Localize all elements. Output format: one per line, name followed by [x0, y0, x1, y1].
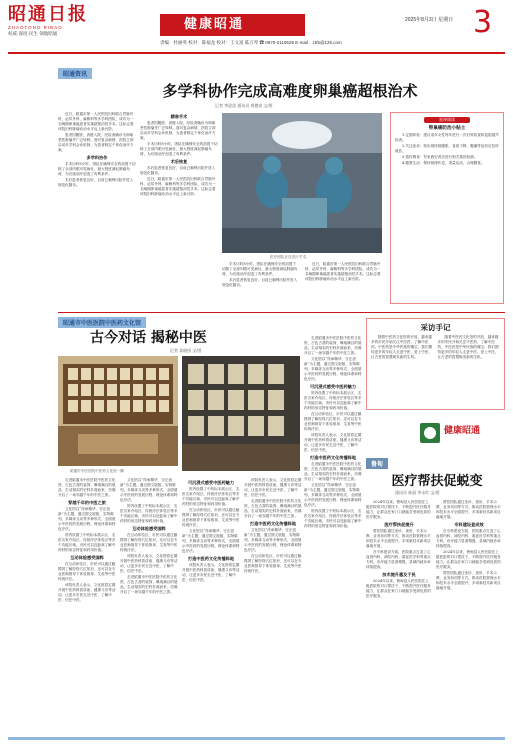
- article1-subhead: 多学科协作: [86, 155, 108, 160]
- sidebar-item: 2.关注症状：如出现持续腹胀、食欲下降、腹痛等症状应及时就医。: [395, 144, 499, 153]
- article1-paragraph: 手术历时8小时，团队在确保安全的前提下切除了全部肉眼可见病灶，最大程度减轻肿瘤负荷，为后续治疗创造了有利条件。: [58, 162, 136, 176]
- museum-photo: [58, 356, 178, 466]
- article2-subhead: 打造中医药文化传播阵地: [187, 556, 235, 561]
- article2-paragraph: 在互动体验区，市民可以通过触摸屏了解经络穴位知识，还可以在专业医师指导下体验推拿、艾灸等中医传统疗法。: [244, 554, 302, 573]
- article2-paragraph: 文化馆以“传承精华、守正创新”为主题，通过图文展板、实物陈列、多媒体互动等多种形式，全面展示中医药的发展历程、理论体系和特色疗法。: [182, 529, 240, 553]
- article2-paragraph: 馆内设置了中药标本展示区、名医名家介绍区、传统疗法体验区等多个功能区域，市民可以近距离了解中药材的形态特征和药用价值。: [58, 533, 116, 552]
- article1-paragraph: 患者因腹胀、消瘦入院，经检查确诊为卵巢恶性肿瘤并广泛转移。面对复杂病情，医院立即启动多学科会诊机制，为患者制定个体化治疗方案。: [140, 121, 216, 140]
- article3-subhead: 技术提升惠及于民: [382, 572, 416, 577]
- sidebar-item: 1.定期体检：建议成年女性每年进行一次妇科检查和盆腔超声检查。: [395, 133, 499, 142]
- article2-photo2: [182, 356, 300, 471]
- article2-subhead: 互动体验感受国粹: [70, 555, 104, 560]
- article1-paragraph: 术后患者恢复良好，目前已顺利出院并进入规范化随访。: [140, 166, 216, 175]
- section-logo-block: [420, 413, 500, 453]
- article1-byline: 记者 李思思 通讯员 周德安 文/图: [215, 103, 273, 108]
- article3-paragraph: 帮扶团队通过坐诊、查房、手术示教、业务培训等方式，推动医院管理水平和技术水平全面提升，多项新技术新项目落地开展。: [366, 529, 431, 548]
- article3-paragraph: 在专科建设方面，医院重点打造了心血管内科、神经内科、重症医学科等重点专科，诊疗能力显著增强，县域内就诊率持续提高。: [366, 550, 431, 569]
- article2-col4: [244, 478, 302, 733]
- article2-paragraph: 文化馆以“传承精华、守正创新”为主题，通过图文展板、实物陈列、多媒体互动等多种形式，全面展示中医药的发展历程、理论体系和特色疗法。: [58, 507, 116, 531]
- article3-paragraph: 2024年以来，鲁甸县人民医院在上级医院的对口帮扶下，不断提升医疗服务能力，让群众在家门口就能享受到优质的医疗服务。: [436, 550, 501, 569]
- newspaper-title: 昭通日报: [8, 4, 88, 25]
- article2-col1: [58, 478, 116, 733]
- article2-paragraph: 在互动体验区，市民可以通过触摸屏了解经络穴位知识，还可以在专业医师指导下体验推拿、艾灸等中医传统疗法。: [120, 533, 178, 552]
- article2-subhead: 可沉浸式感受中医药魅力: [187, 480, 235, 485]
- article1-paragraph: 近日，昭通市第一人民医院妇科联合胃肠外科、泌尿外科、麻醉科等多学科团队，成功为一名晚期卵巢癌患者实施超根治性手术。这标志着该院妇科肿瘤诊治水平迈上新台阶。: [58, 112, 134, 131]
- article3-subhead: 医疗帮扶促提升: [384, 522, 414, 527]
- sidebar-title: 卵巢癌防治小贴士: [428, 126, 466, 131]
- article2-paragraph: 馆内设置了中药标本展示区、名医名家介绍区、传统疗法体验区等多个功能区域，市民可以近距离了解中药材的形态特征和药用价值。: [304, 391, 362, 410]
- visit-notes-title: 采访手记: [420, 323, 451, 332]
- article2-paragraph: 在互动体验区，市民可以通过触摸屏了解经络穴位知识，还可以在专业医师指导下体验推拿、艾灸等中医传统疗法。: [58, 562, 116, 581]
- staff-line: 责编：杜丽英 校对：陈福龙 校对：王文富 陈万琴 ☎ 0870-2110626 E-mail：ztrb@126.com: [160, 40, 342, 45]
- article1-paragraph: 近日，昭通市第一人民医院妇科联合胃肠外科、泌尿外科、麻醉科等多学科团队，成功为一名晚期卵巢癌患者实施超根治性手术。这标志着该院妇科肿瘤诊治水平迈上新台阶。: [305, 262, 381, 281]
- article3-col2: [436, 500, 502, 735]
- article1-bottom-text: [222, 262, 382, 307]
- article2-headline: 古今对话 揭秘中医: [90, 330, 207, 346]
- article2-col3: [182, 478, 240, 733]
- sidebar-item: 4.健康生活：保持规律作息，适量运动，合理膳食。: [402, 161, 485, 165]
- article2-photo-caption: 昭通市中医医院中医药文化馆一隅: [70, 469, 124, 473]
- article2-paragraph: 该院负责人表示，文化馆将定期开展中医药科普讲座、健康义诊等活动，让更多市民走近中医、了解中医、信任中医。: [182, 563, 240, 582]
- surgery-photo: [222, 113, 382, 253]
- article2-paragraph: 走进昭通市中医医院中医药文化馆，古色古香的装饰、琳琅满目的展品、生动翔实的史料扑面而来，仿佛开启了一场穿越千年的中医之旅。: [58, 478, 116, 497]
- article2-col5: [304, 336, 362, 731]
- sidebar-item: 3.遗传筛查：有家族史者应进行相关基因检测。: [402, 155, 478, 159]
- article2-subhead: 打造中医药文化传播阵地: [309, 455, 357, 460]
- article3-paragraph: 在专科建设方面，医院重点打造了心血管内科、神经内科、重症医学科等重点专科，诊疗能力显著增强，县域内就诊率持续提高。: [436, 529, 501, 548]
- article3-headline: 医疗帮扶促蜕变: [391, 474, 483, 489]
- article2-tag: 昭通市中医医院中医药文化馆: [58, 317, 146, 328]
- masthead-rule: [8, 52, 505, 54]
- article2-paragraph: 该院负责人表示，文化馆将定期开展中医药科普讲座、健康义诊等活动，让更多市民走近中医、了解中医、信任中医。: [304, 433, 362, 452]
- article2-paragraph: 该院负责人表示，文化馆将定期开展中医药科普讲座、健康义诊等活动，让更多市民走近中医、了解中医、信任中医。: [244, 478, 302, 497]
- article2-paragraph: 该院负责人表示，文化馆将定期开展中医药科普讲座、健康义诊等活动，让更多市民走近中医、了解中医、信任中医。: [58, 583, 116, 602]
- article1-paragraph: 术后患者恢复良好，目前已顺利出院并进入规范化随访。: [222, 278, 298, 287]
- article3-paragraph: 2024年以来，鲁甸县人民医院在上级医院的对口帮扶下，不断提升医疗服务能力，让群众在家门口就能享受到优质的医疗服务。: [366, 579, 431, 598]
- article2-paragraph: 走进昭通市中医医院中医药文化馆，古色古香的装饰、琳琅满目的展品、生动翔实的史料扑面而来，仿佛开启了一场穿越千年的中医之旅。: [120, 575, 178, 594]
- section-title: 健康昭通: [184, 17, 245, 32]
- article2-subhead: 互动体验感受国粹: [132, 526, 166, 531]
- article1-col1: [58, 112, 136, 262]
- article2-paragraph: 馆内设置了中药标本展示区、名医名家介绍区、传统疗法体验区等多个功能区域，市民可以近距离了解中药材的形态特征和药用价值。: [120, 504, 178, 523]
- visit-notes-box: [366, 318, 505, 410]
- article1-subhead: 精准手术: [170, 114, 188, 119]
- article2-paragraph: 在互动体验区，市民可以通过触摸屏了解经络穴位知识，还可以在专业医师指导下体验推拿、艾灸等中医传统疗法。: [182, 508, 240, 527]
- footer-rule: [8, 737, 505, 740]
- article3-subhead: 专科建设显成效: [454, 522, 484, 527]
- masthead-logo: [8, 5, 108, 39]
- article1-paragraph: 手术历时8小时，团队在确保安全的前提下切除了全部肉眼可见病灶，最大程度减轻肿瘤负荷，为后续治疗创造了有利条件。: [140, 142, 218, 156]
- article3-tag: 鲁甸: [366, 458, 388, 469]
- article3-byline: 通讯员 陈丽 李永红 文/图: [395, 490, 440, 495]
- sidebar-list: [391, 133, 503, 293]
- article1-paragraph: 患者因腹胀、消瘦入院，经检查确诊为卵巢恶性肿瘤并广泛转移。面对复杂病情，医院立即启动多学科会诊机制，为患者制定个体化治疗方案。: [58, 133, 134, 152]
- article2-paragraph: 走进昭通市中医医院中医药文化馆，古色古香的装饰、琳琅满目的展品、生动翔实的史料扑面而来，仿佛开启了一场穿越千年的中医之旅。: [244, 499, 302, 518]
- article3-col1: [366, 500, 432, 735]
- article1-headline: 多学科协作完成高难度卵巢癌超根治术: [162, 82, 418, 100]
- article3-paragraph: 帮扶团队通过坐诊、查房、手术示教、业务培训等方式，推动医院管理水平和技术水平全面提升，多项新技术新项目落地开展。: [436, 571, 501, 590]
- exhibit-wall-photo: [182, 356, 300, 471]
- article2-photo: [58, 356, 178, 466]
- article2-subhead: 穿越千年的中医之旅: [68, 500, 106, 505]
- visit-paragraph: 随着中医药文化馆的开放，越来越多的市民开始关注中医药、了解中医药。中医药是中华民族的瑰宝，我们期待更多的年轻人走进中医、爱上中医，让古老的智慧焕发新的生机。: [371, 335, 433, 359]
- article2-paragraph: 文化馆以“传承精华、守正创新”为主题，通过图文展板、实物陈列、多媒体互动等多种形式，全面展示中医药的发展历程、理论体系和特色疗法。: [304, 357, 362, 381]
- article1-subhead: 术后恢复: [170, 159, 188, 164]
- article1-tag: 昭通资讯: [58, 68, 92, 79]
- newspaper-pinyin: ZHAOTONG RIBAO: [8, 25, 63, 30]
- article2-col2: [120, 478, 178, 733]
- article2-paragraph: 在互动体验区，市民可以通过触摸屏了解经络穴位知识，还可以在专业医师指导下体验推拿、艾灸等中医传统疗法。: [304, 412, 362, 431]
- article3-paragraph: 帮扶团队通过坐诊、查房、手术示教、业务培训等方式，推动医院管理水平和技术水平全面提升，多项新技术新项目落地开展。: [436, 500, 501, 519]
- article2-subhead: 可沉浸式感受中医药魅力: [309, 384, 357, 389]
- sidebar-box: [390, 112, 504, 304]
- dateline: 2025年8月3日 星期日: [405, 17, 454, 23]
- article2-subhead: 打造中医药文化传播阵地: [249, 521, 297, 526]
- article1-col2: [140, 112, 218, 262]
- page-number: 3: [473, 5, 493, 40]
- article2-paragraph: 走进昭通市中医医院中医药文化馆，古色古香的装饰、琳琅满目的展品、生动翔实的史料扑面而来，仿佛开启了一场穿越千年的中医之旅。: [304, 336, 362, 355]
- visit-paragraph: 随着中医药文化馆的开放，越来越多的市民开始关注中医药、了解中医药。中医药是中华民族的瑰宝，我们期待更多的年轻人走进中医、爱上中医，让古老的智慧焕发新的生机。: [437, 335, 499, 359]
- article1-paragraph: 手术历时8小时，团队在确保安全的前提下切除了全部肉眼可见病灶，最大程度减轻肿瘤负荷，为后续治疗创造了有利条件。: [222, 262, 298, 276]
- article3-paragraph: 2024年以来，鲁甸县人民医院在上级医院的对口帮扶下，不断提升医疗服务能力，让群众在家门口就能享受到优质的医疗服务。: [366, 500, 431, 519]
- article1-paragraph: 术后患者恢复良好，目前已顺利出院并进入规范化随访。: [58, 178, 134, 187]
- article2-paragraph: 馆内设置了中药标本展示区、名医名家介绍区、传统疗法体验区等多个功能区域，市民可以近距离了解中药材的形态特征和药用价值。: [182, 487, 240, 506]
- article2-byline: 记者 姜晓彤 文/图: [170, 348, 202, 353]
- article2-paragraph: 该院负责人表示，文化馆将定期开展中医药科普讲座、健康义诊等活动，让更多市民走近中医、了解中医、信任中医。: [120, 554, 178, 573]
- section-banner: [160, 14, 305, 36]
- section-divider: [58, 312, 505, 313]
- article1-paragraph: 近日，昭通市第一人民医院妇科联合胃肠外科、泌尿外科、麻醉科等多学科团队，成功为一名晚期卵巢癌患者实施超根治性手术。这标志着该院妇科肿瘤诊治水平迈上新台阶。: [140, 177, 216, 196]
- section-logo-title: 健康昭通: [444, 426, 481, 436]
- visit-notes-text: [367, 333, 504, 407]
- article2-paragraph: 文化馆以“传承精华、守正创新”为主题，通过图文展板、实物陈列、多媒体互动等多种形式，全面展示中医药的发展历程、理论体系和特色疗法。: [304, 483, 362, 507]
- article2-paragraph: 走进昭通市中医医院中医药文化馆，古色古香的装饰、琳琅满目的展品、生动翔实的史料扑面而来，仿佛开启了一场穿越千年的中医之旅。: [304, 462, 362, 481]
- article2-paragraph: 文化馆以“传承精华、守正创新”为主题，通过图文展板、实物陈列、多媒体互动等多种形式，全面展示中医药的发展历程、理论体系和特色疗法。: [244, 528, 302, 552]
- newspaper-slogan: 权威·深度·民生 领航昭通: [8, 31, 58, 36]
- article1-photo: [222, 113, 382, 253]
- article2-paragraph: 文化馆以“传承精华、守正创新”为主题，通过图文展板、实物陈列、多媒体互动等多种形式，全面展示中医药的发展历程、理论体系和特色疗法。: [120, 478, 178, 502]
- article2-paragraph: 馆内设置了中药标本展示区、名医名家介绍区、传统疗法体验区等多个功能区域，市民可以近距离了解中药材的形态特征和药用价值。: [304, 509, 362, 528]
- sidebar-tag: 延伸阅读: [424, 117, 470, 123]
- article1-photo-caption: 医疗团队正在进行手术。: [270, 255, 310, 259]
